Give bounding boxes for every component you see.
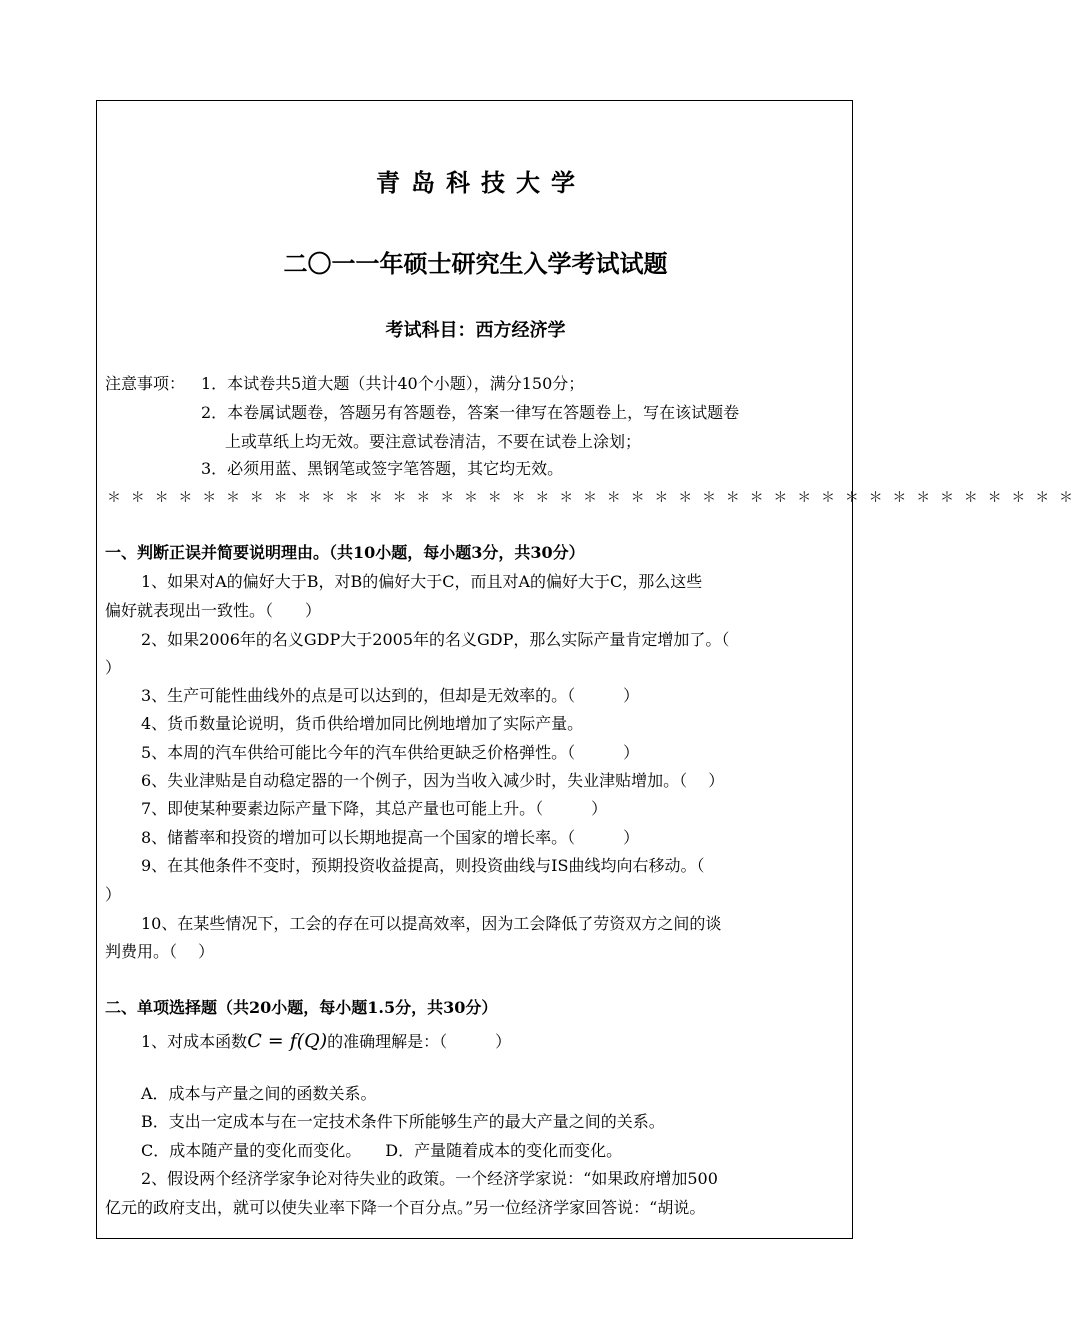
exam-title: 二〇一一年硕士研究生入学考试试题 — [283, 249, 668, 278]
s2-q1-option-a: A．成本与产量之间的函数关系。 — [141, 1084, 377, 1103]
section1-heading: 一、判断正误并简要说明理由。（共10小题，每小题3分，共30分） — [105, 543, 585, 562]
s1-line-4: ） — [105, 658, 122, 677]
s1-line-3: 2、如果2006年的名义GDP大于2005年的名义GDP，那么实际产量肯定增加了。（ — [141, 630, 730, 649]
exam-subject: 考试科目：西方经济学 — [385, 320, 566, 341]
notes-item-3: 3．必须用蓝、黑钢笔或签字笔答题，其它均无效。 — [201, 459, 564, 478]
s1-line-12: ） — [105, 885, 122, 904]
s1-line-5: 3、生产可能性曲线外的点是可以达到的，但却是无效率的。（ ） — [141, 686, 640, 705]
university-title: 青岛科技大学 — [376, 168, 586, 197]
s2-q2-line-1: 2、假设两个经济学家争论对待失业的政策。一个经济学家说：“如果政府增加500 — [141, 1169, 718, 1188]
s1-line-6: 4、货币数量论说明，货币供给增加同比例地增加了实际产量。 — [141, 714, 584, 733]
notes-item-2: 2．本卷属试题卷，答题另有答题卷，答案一律写在答题卷上，写在该试题卷 — [201, 403, 740, 422]
s1-line-1: 1、如果对A的偏好大于B，对B的偏好大于C，而且对A的偏好大于C，那么这些 — [141, 572, 703, 591]
s1-line-7: 5、本周的汽车供给可能比今年的汽车供给更缺乏价格弹性。（ ） — [141, 743, 640, 762]
s1-line-8: 6、失业津贴是自动稳定器的一个例子，因为当收入减少时，失业津贴增加。（ ） — [141, 771, 725, 790]
notes-label: 注意事项： — [105, 374, 186, 393]
s1-line-11: 9、在其他条件不变时，预期投资收益提高，则投资曲线与IS曲线均向右移动。（ — [141, 856, 705, 875]
s1-line-9: 7、即使某种要素边际产量下降，其总产量也可能上升。（ ） — [141, 799, 608, 818]
s2-q1-option-cd: C．成本随产量的变化而变化。 D．产量随着成本的变化而变化。 — [141, 1141, 623, 1160]
s2-q1-prefix: 1、对成本函数 — [141, 1032, 248, 1051]
s2-q1 — [141, 1031, 511, 1052]
s1-line-14: 判费用。（ ） — [105, 942, 215, 961]
cost-function-formula: C = f(Q) — [247, 1030, 328, 1052]
s1-line-13: 10、在某些情况下，工会的存在可以提高效率，因为工会降低了劳资双方之间的谈 — [141, 914, 722, 933]
s1-line-10: 8、储蓄率和投资的增加可以长期地提高一个国家的增长率。（ ） — [141, 828, 640, 847]
exam-page-frame — [96, 100, 1083, 1239]
s2-q2-line-2: 亿元的政府支出，就可以使失业率下降一个百分点。”另一位经济学家回答说：“胡说。 — [105, 1198, 706, 1217]
s2-q1-option-b: B．支出一定成本与在一定技术条件下所能够生产的最大产量之间的关系。 — [141, 1112, 665, 1131]
separator-stars: ＊＊＊＊＊＊＊＊＊＊＊＊＊＊＊＊＊＊＊＊＊＊＊＊＊＊＊＊＊＊＊＊＊＊＊＊＊＊＊＊＊ — [107, 490, 1083, 506]
notes-item-2-cont: 上或草纸上均无效。要注意试卷清洁，不要在试卷上涂划； — [225, 432, 642, 451]
section2-heading: 二、单项选择题（共20小题，每小题1.5分，共30分） — [105, 998, 498, 1017]
s1-line-2: 偏好就表现出一致性。（ ） — [105, 601, 322, 620]
s2-q1-suffix: 的准确理解是：（ ） — [327, 1032, 512, 1051]
notes-item-1: 1．本试卷共5道大题（共计40个小题），满分150分； — [201, 374, 585, 393]
